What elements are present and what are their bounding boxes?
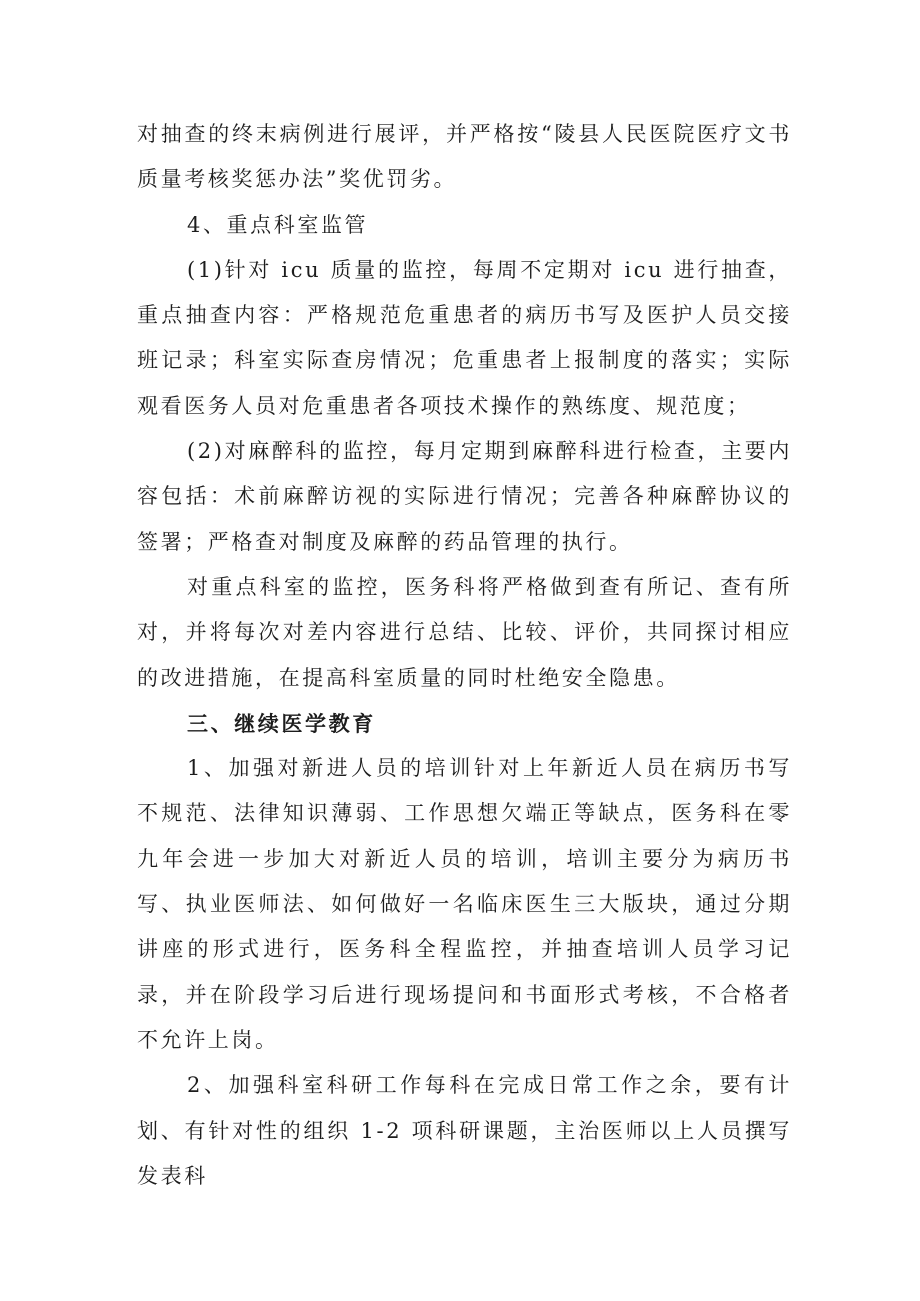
paragraph-continuation: 对抽查的终末病例进行展评，并严格按“陵县人民医院医疗文书质量考核奖惩办法”奖优罚劣。 [137,122,792,192]
section-heading-continuing-education: 三、继续医学教育 [187,710,376,736]
document-body [137,112,792,1199]
section-heading-key-departments: 4、重点科室监管 [187,212,369,237]
paragraph-research-work: 2、加强科室科研工作每科在完成日常工作之余，要有计划、有针对性的组织 1-2 项科研课题，主治医师以上人员撰写发表科 [137,1073,792,1188]
paragraph-key-department-summary: 对重点科室的监控，医务科将严格做到查有所记、查有所对，并将每次对差内容进行总结、比较、评价，共同探讨相应的改进措施，在提高科室质量的同时杜绝安全隐患。 [137,574,792,690]
paragraph-new-staff-training: 1、加强对新进人员的培训针对上年新近人员在病历书写不规范、法律知识薄弱、工作思想欠端正等缺点，医务科在零九年会进一步加大对新近人员的培训，培训主要分为病历书写、执业医师法、如何做好一名临床医生三大版块，通过分期讲座的形式进行，医务科全程监控，并抽查培训人员学习记录，并在阶段学习后进行现场提问和书面形式考核，不合格者不允许上岗。 [137,756,792,1052]
paragraph-anesthesia-monitoring: (2)对麻醉科的监控，每月定期到麻醉科进行检查，主要内容包括：术前麻醉访视的实际进行情况；完善各种麻醉协议的签署；严格查对制度及麻醉的药品管理的执行。 [137,439,792,554]
paragraph-icu-monitoring: (1)针对 icu 质量的监控，每周不定期对 icu 进行抽查，重点抽查内容：严格规范危重患者的病历书写及医护人员交接班记录；科室实际查房情况；危重患者上报制度的落实；实际观看医务人员对危重患者各项技术操作的熟练度、规范度； [137,257,792,418]
